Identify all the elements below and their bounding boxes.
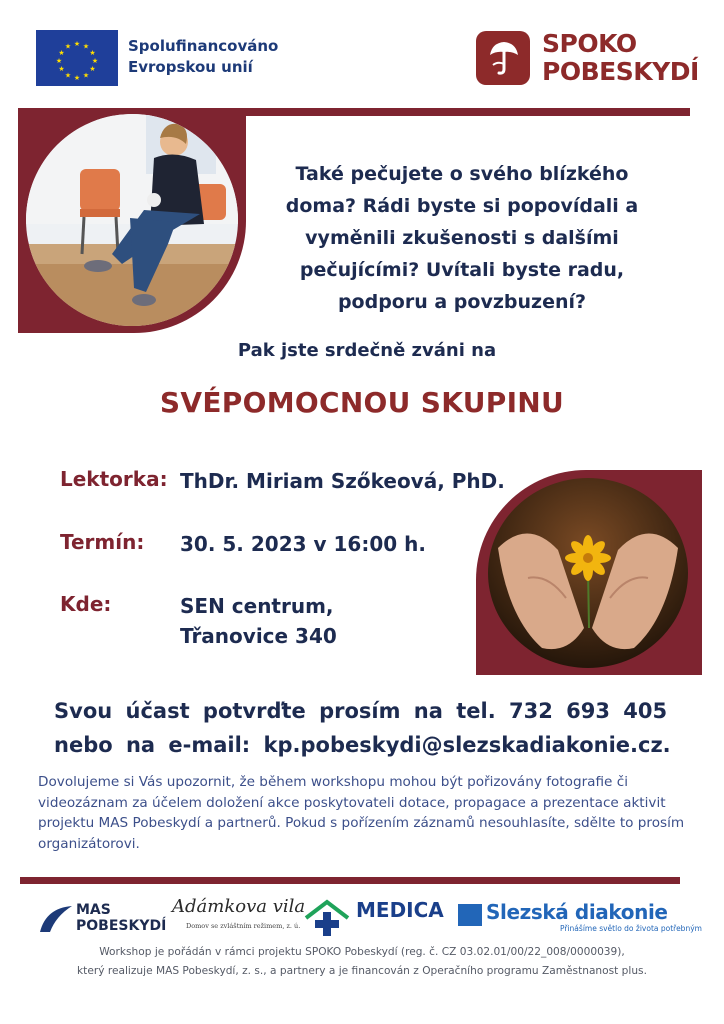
event-headline: SVÉPOMOCNOU SKUPINU [159,386,565,419]
svg-text:★: ★ [73,40,81,48]
medica-logo-text: MEDICA [356,898,444,922]
svg-text:★: ★ [89,65,96,73]
slezska-diakonie-logo: Slezská diakonie [486,900,668,924]
brand-line-1: SPOKO [542,29,637,58]
svg-text:★: ★ [64,42,72,51]
svg-text:★: ★ [58,65,65,73]
svg-text:★: ★ [82,42,90,51]
svg-text:★: ★ [73,74,81,82]
date-value: 30. 5. 2023 v 16:00 h. [180,532,426,556]
lecturer-value: ThDr. Miriam Szőkeová, PhD. [180,469,505,493]
place-label: Kde: [60,592,112,616]
mas-line-1: MAS [76,902,111,918]
svg-text:★: ★ [91,57,99,65]
adamkova-vila-subtitle: Domov se zvláštním režimem, z. ú. [186,922,301,930]
invitation-text: Pak jste srdečně zváni na [237,340,497,361]
rsvp-email-line: nebo na e-mail: kp.pobeskydi@slezskadiakonie.cz. [54,733,671,757]
spoko-logo-text [542,30,699,86]
hands-flower-photo [488,478,688,668]
mas-line-2: POBESKYDÍ [76,918,167,934]
mas-pobeskydi-logo [76,902,166,934]
rsvp-contact [54,694,674,762]
svg-text:★: ★ [89,49,96,57]
mas-logo-icon [38,902,74,934]
svg-text:★: ★ [58,49,65,57]
eu-cofunding-text [128,36,278,78]
eu-line-1: Spolufinancováno [128,37,279,55]
svg-text:★: ★ [55,57,63,65]
eu-line-2: Evropskou unií [128,58,253,76]
medica-logo-icon [302,898,352,938]
eu-flag-logo [36,30,118,86]
rsvp-phone-line: Svou účast potvrďte prosím na tel. 732 693 405 [54,699,668,723]
umbrella-icon [476,31,530,85]
brand-line-2: POBESKYDÍ [542,57,699,86]
place-line-2: Třanovice 340 [180,624,337,648]
slezska-diakonie-tagline: Přinášíme světlo do života potřebným [560,924,702,933]
photo-consent-notice: Dovolujeme si Vás upozornit, že během workshopu mohou být pořizovány fotografie či videozáznam za účelem doložení akce poskytovateli dotace, propagace a prezentace aktivit projektu MAS Pobeskydí a partnerů. Pokud s pořízením záznamů nesouhlasíte, sdělte to prosím organizátorovi. [38,774,685,852]
woman-photo [26,114,238,326]
bottom-divider [20,877,680,884]
slezska-diakonie-icon [458,904,482,926]
intro-question: Také pečujete o svého blízkého doma? Rádi byste si popovídali a vyměnili zkušenosti s dalšími pečujícími? Uvítali byste radu, podporu a povzbuzení? [285,163,639,313]
project-footer [30,943,694,981]
footer-line-1: Workshop je pořádán v rámci projektu SPOKO Pobeskydí (reg. č. CZ 03.02.01/00/22_008/0000039), [99,946,625,958]
adamkova-vila-logo: Adámkova vila [172,896,306,917]
lecturer-label: Lektorka: [60,467,168,491]
footer-line-2: který realizuje MAS Pobeskydí, z. s., a partnery a je financován z Operačního programu Zaměstnanost plus. [77,965,647,977]
date-label: Termín: [60,530,145,554]
svg-text:★: ★ [82,71,90,80]
place-line-1: SEN centrum, [180,594,334,618]
svg-text:★: ★ [64,71,72,80]
